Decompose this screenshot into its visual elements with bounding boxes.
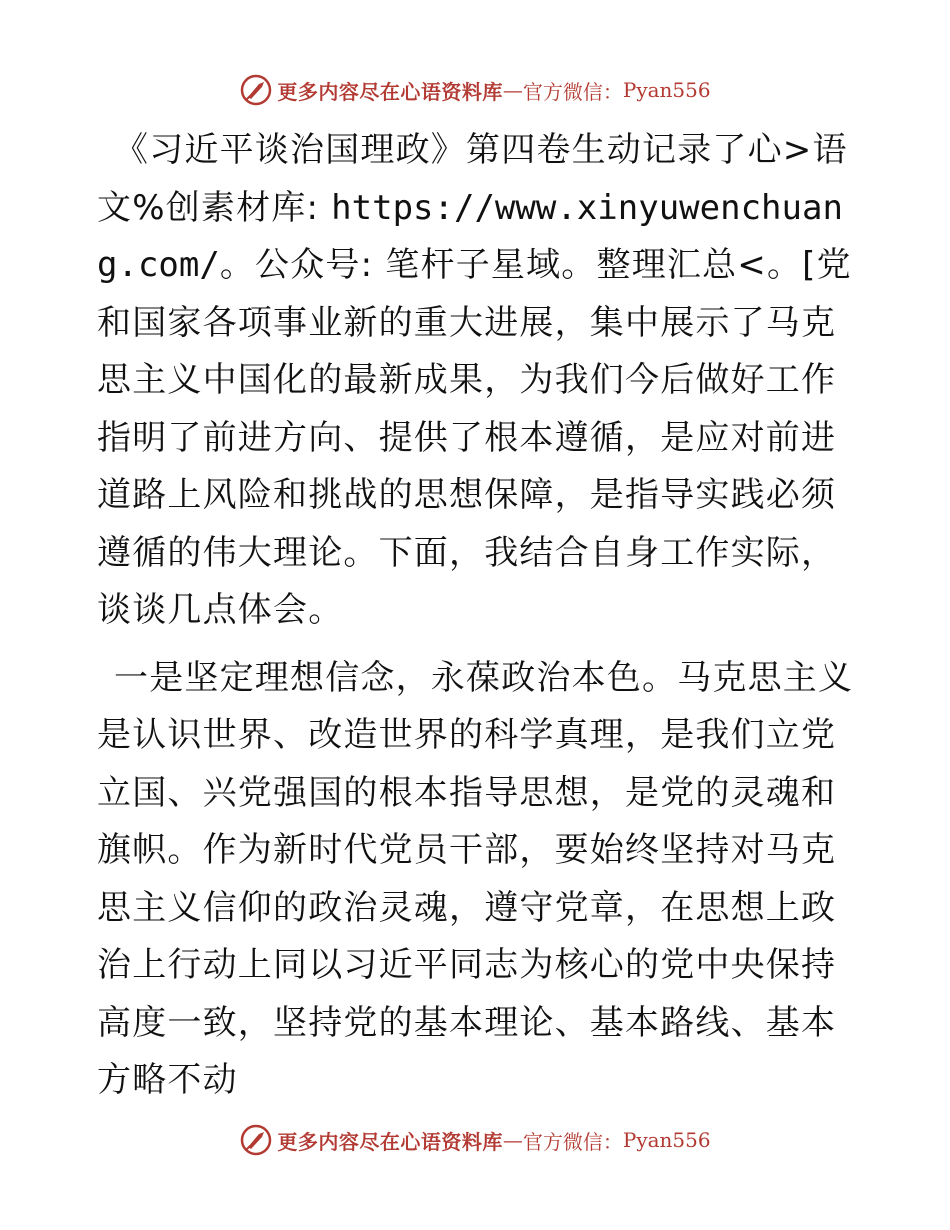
brand-logo-icon [239,1123,273,1157]
intro-text-end: 。公众号: 笔杆子星域。整理汇总<。[党和国家各项事业新的重大进展，集中展示了马克思主义中国化的最新成果，为我们今后做好工作指明了前进方向、提供了根本遵循，是应对前进道路上风险和挑战的思想保障，是指导实践必须遵循的伟大理论。下面，我结合自身工作实际，谈谈几点体会。 [97,245,852,630]
paragraph-intro [97,122,857,640]
footer-banner [0,1120,950,1160]
paragraph-point-one: 一是坚定理想信念，永葆政治本色。马克思主义是认识世界、改造世界的科学真理，是我们立党立国、兴党强国的根本指导思想，是党的灵魂和旗帜。作为新时代党员干部，要始终坚持对马克思主义信仰的政治灵魂，遵守党章，在思想上政治上行动上同以习近平同志为核心的党中央保持高度一致，坚持党的基本理论、基本路线、基本方略不动 [97,657,854,1100]
banner-dash: — [502,78,523,102]
intro-url: https://www.xinyuwenchuang.com/ [97,187,843,285]
intro-text-start: 《习近平谈治国理政》第四卷生动记录了心>语文%创素材库: [97,130,848,228]
header-banner [0,70,950,110]
document-body [97,122,857,1110]
banner-sub-text: 官方微信： [522,1129,623,1154]
banner-wechat-id: Pyan556 [622,1128,711,1152]
banner-sub-text: 官方微信： [522,79,623,104]
banner-dash: — [502,1128,523,1152]
banner-wechat-id: Pyan556 [622,78,711,102]
banner-main-text: 更多内容尽在心语资料库 [277,1129,503,1154]
banner-main-text: 更多内容尽在心语资料库 [277,79,503,104]
brand-logo-icon [239,73,273,107]
